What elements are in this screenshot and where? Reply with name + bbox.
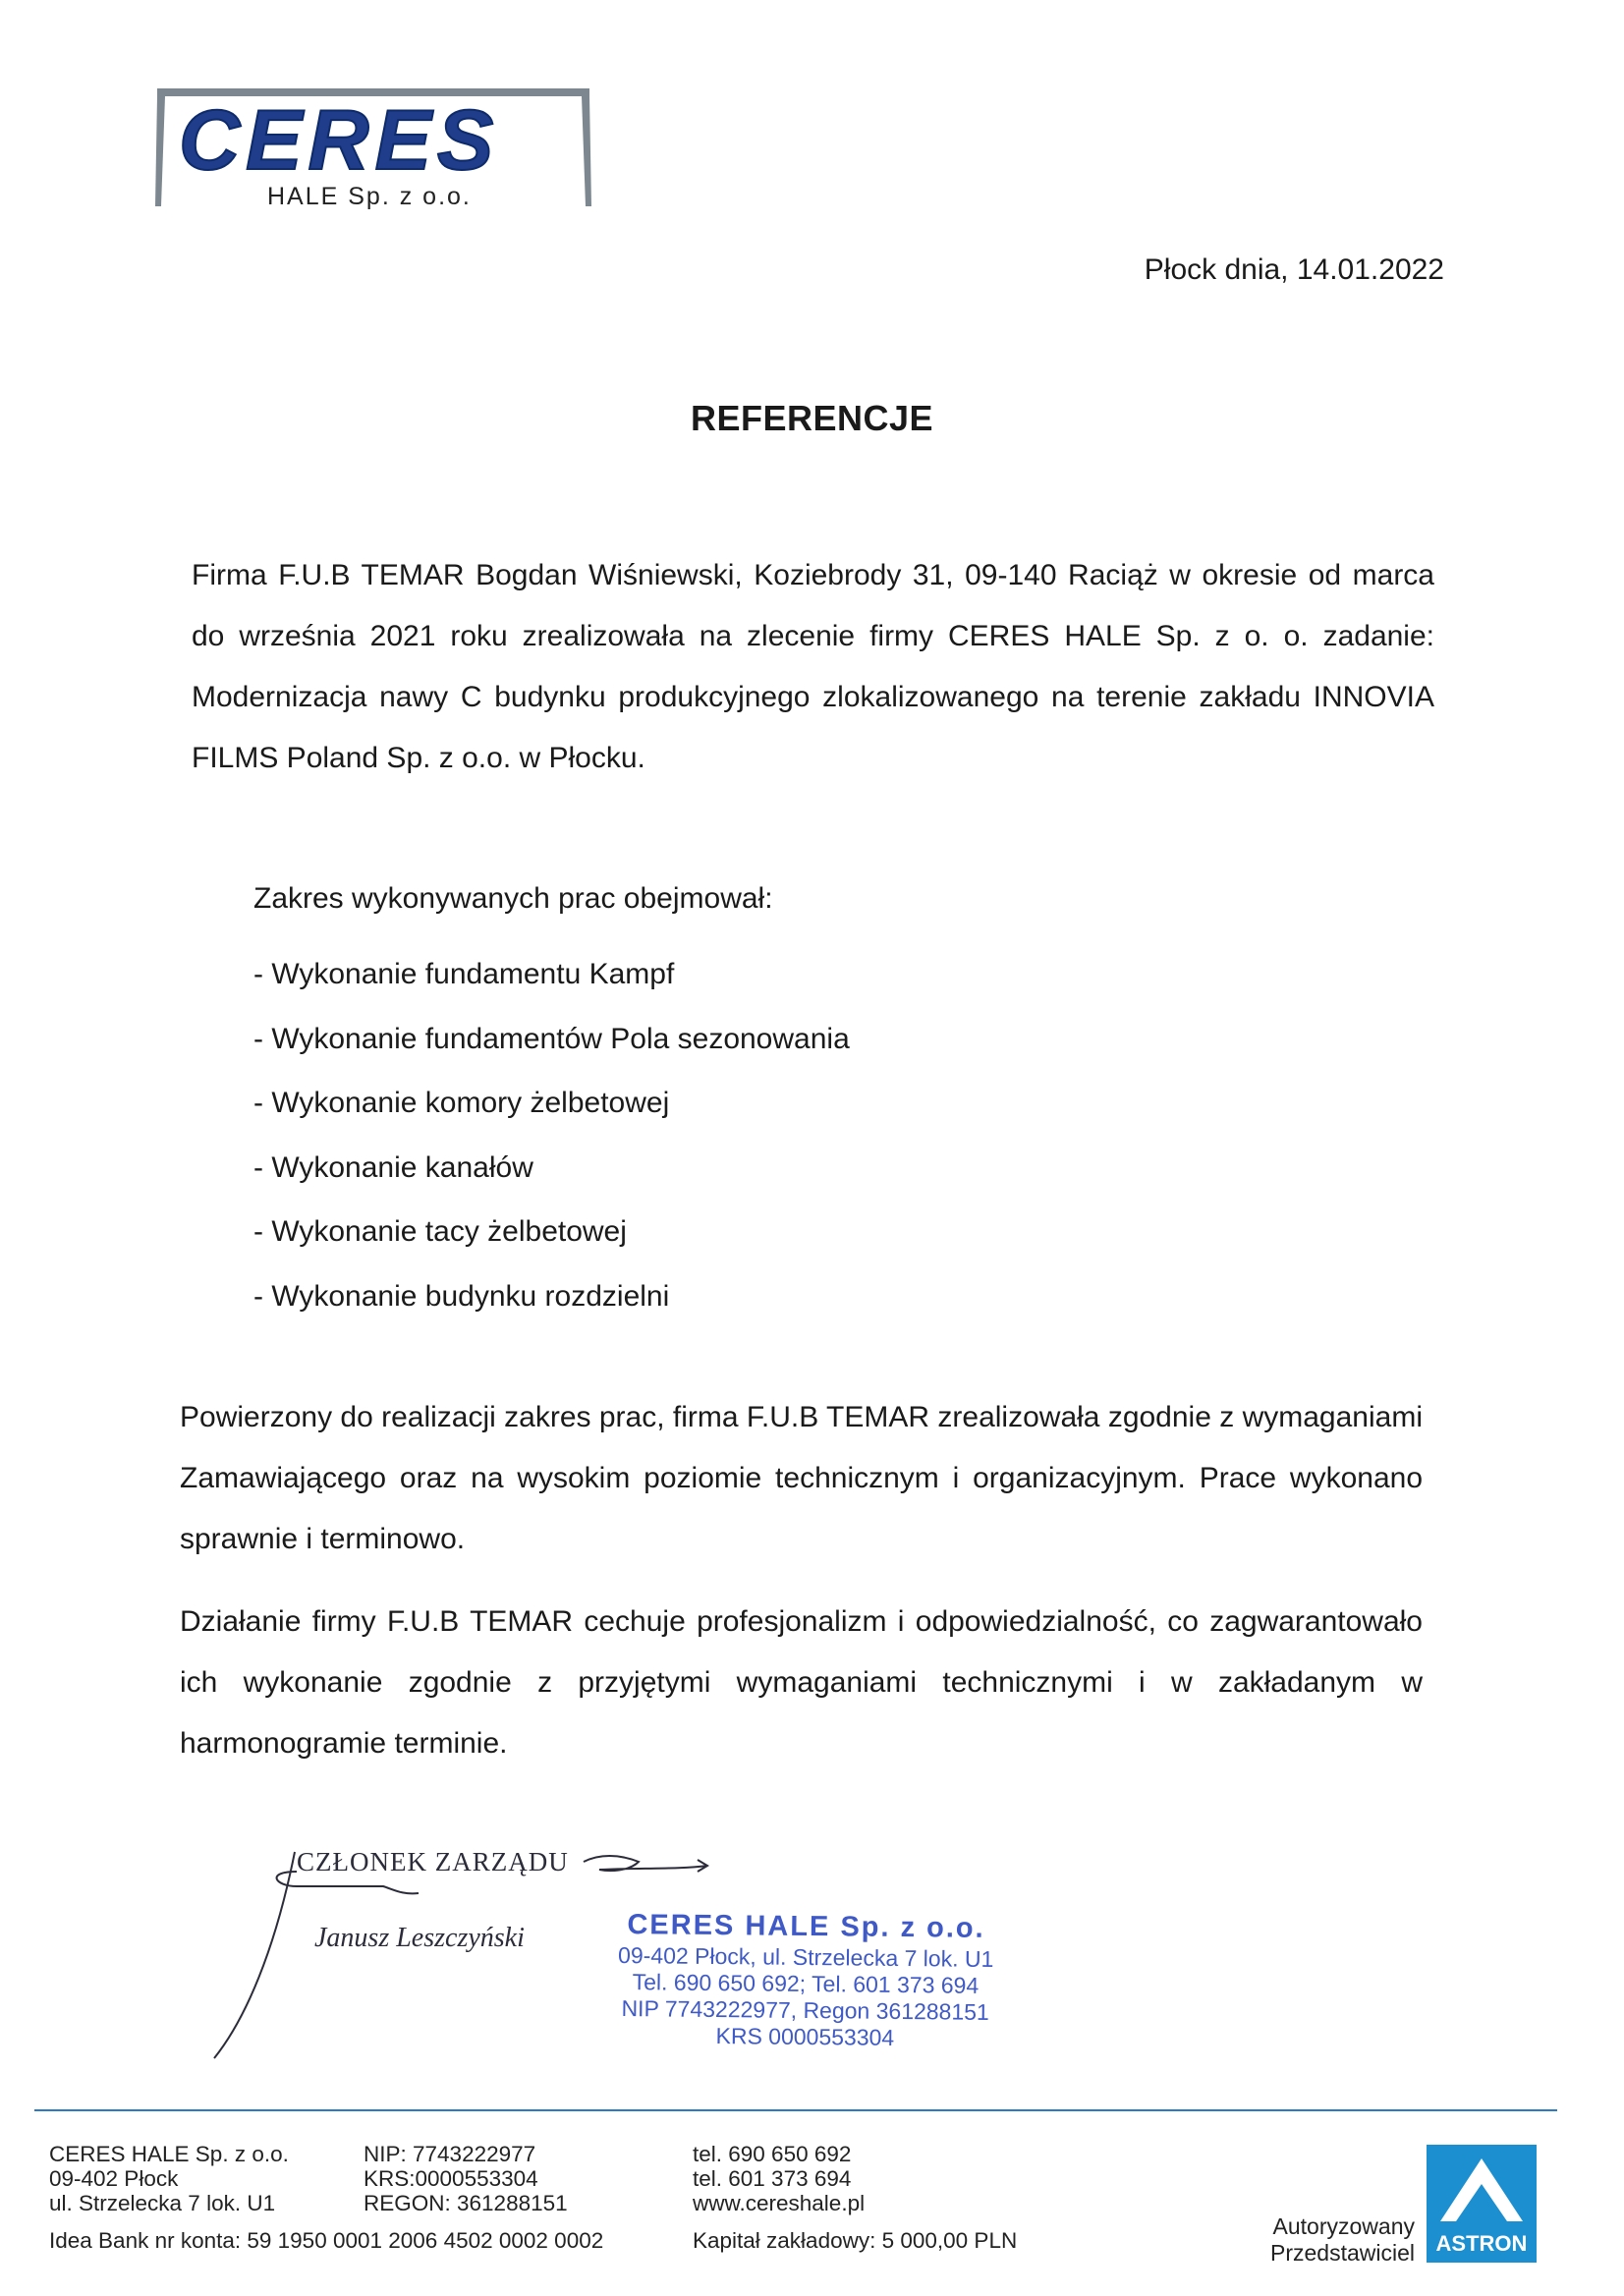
svg-text:ASTRON: ASTRON — [1435, 2231, 1528, 2256]
footer-registration — [364, 2142, 568, 2215]
ceres-logo — [147, 79, 599, 216]
footer-line: tel. 690 650 692 — [693, 2142, 852, 2166]
scope-item: - Wykonanie komory żelbetowej — [253, 1087, 670, 1119]
footer-divider — [34, 2109, 1557, 2111]
footer-company-address — [49, 2142, 289, 2215]
stamp-line: Tel. 690 650 692; Tel. 601 373 694 — [632, 1969, 980, 1998]
scope-item: - Wykonanie fundamentu Kampf — [253, 958, 675, 990]
scope-item: - Wykonanie budynku rozdzielni — [253, 1279, 670, 1313]
scope-intro: Zakres wykonywanych prac obejmował: — [253, 882, 773, 915]
footer-line: CERES HALE Sp. z o.o. — [49, 2142, 289, 2166]
signatory-name: Janusz Leszczyński — [314, 1923, 525, 1953]
scope-item: - Wykonanie fundamentów Pola sezonowania — [253, 1022, 850, 1055]
stamp-title: CERES HALE Sp. z o.o. — [627, 1909, 985, 1944]
footer-line: NIP: 7743222977 — [364, 2142, 536, 2166]
footer-line: tel. 601 373 694 — [693, 2166, 852, 2191]
footer-website-link[interactable]: www.cereshale.pl — [693, 2191, 866, 2215]
scope-of-works — [253, 869, 1138, 1328]
authorized-representative-label — [1218, 2213, 1415, 2267]
signatory-role: CZŁONEK ZARZĄDU — [297, 1847, 569, 1876]
company-stamp — [608, 1907, 1002, 2052]
stamp-line: 09-402 Płock, ul. Strzelecka 7 lok. U1 — [617, 1942, 994, 1973]
auth-line: Autoryzowany — [1272, 2213, 1415, 2239]
paragraph-evaluation: Powierzony do realizacji zakres prac, firma F.U.B TEMAR zrealizowała zgodnie z wymaganiami Zamawiającego oraz na wysokim poziomie technicznym i organizacyjnym. Prace wykonano sprawnie i terminowo. — [180, 1401, 1423, 1555]
stamp-line: NIP 7743222977, Regon 361288151 — [621, 1995, 989, 2025]
footer-bank-account: Idea Bank nr konta: 59 1950 0001 2006 4502 0002 0002 — [49, 2228, 604, 2253]
svg-text:CERES: CERES — [179, 93, 500, 188]
footer-line: ul. Strzelecka 7 lok. U1 — [49, 2191, 276, 2215]
scope-list — [253, 942, 1138, 1328]
document-date: Płock dnia, 14.01.2022 — [1144, 253, 1444, 286]
footer-line: 09-402 Płock — [49, 2166, 179, 2191]
footer-contact — [693, 2142, 865, 2215]
footer-line: REGON: 361288151 — [364, 2191, 568, 2215]
paragraph-intro: Firma F.U.B TEMAR Bogdan Wiśniewski, Koziebrody 31, 09-140 Raciąż w okresie od marca do września 2021 roku zrealizowała na zlecenie firmy CERES HALE Sp. z o. o. zadanie: Modernizacja nawy C budynku produkcyjnego zlokalizowanego na terenie zakładu INNOVIA FILMS Poland Sp. z o.o. w Płocku. — [192, 559, 1434, 774]
astron-logo — [1427, 2145, 1537, 2263]
footer-line: KRS:0000553304 — [364, 2166, 538, 2191]
document-title: REFERENCJE — [690, 398, 934, 438]
footer-share-capital: Kapitał zakładowy: 5 000,00 PLN — [693, 2228, 1018, 2253]
stamp-line: KRS 0000553304 — [715, 2023, 895, 2050]
auth-line: Przedstawiciel — [1270, 2240, 1415, 2266]
scope-item: - Wykonanie kanałów — [253, 1150, 533, 1184]
paragraph-summary: Działanie firmy F.U.B TEMAR cechuje profesjonalizm i odpowiedzialność, co zagwarantowało ich wykonanie zgodnie z przyjętymi wymaganiami technicznymi i w zakładanym w harmonogramie terminie. — [180, 1605, 1423, 1760]
scope-item: - Wykonanie tacy żelbetowej — [253, 1215, 627, 1248]
svg-text:HALE Sp. z o.o.: HALE Sp. z o.o. — [267, 183, 472, 210]
